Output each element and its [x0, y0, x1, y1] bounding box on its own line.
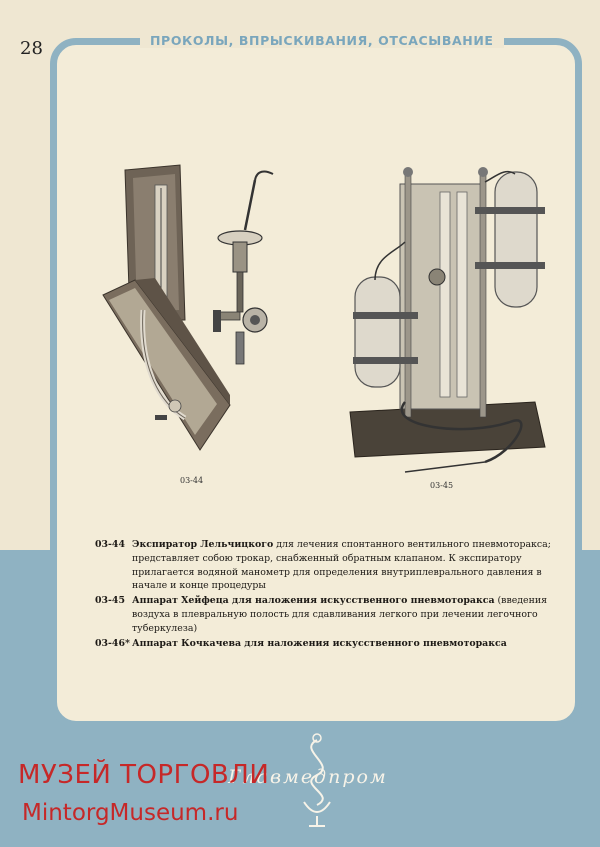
- entry-name: Экспиратор Лельчицкого: [132, 539, 274, 550]
- catalog-entry: [95, 637, 557, 651]
- caption-03-45: 03-45: [430, 481, 454, 490]
- entry-description: [132, 637, 557, 651]
- section-title: ПРОКОЛЫ, ВПРЫСКИВАНИЯ, ОТСАСЫВАНИЕ: [140, 33, 504, 48]
- catalog-entry: [95, 538, 557, 593]
- page-number: 28: [20, 38, 43, 59]
- entry-code: 03-46*: [95, 637, 130, 649]
- watermark-museum-name: МУЗЕЙ ТОРГОВЛИ: [18, 760, 270, 790]
- pneumothorax-apparatus-illustration: [345, 162, 550, 482]
- entry-description: [132, 594, 557, 635]
- expirator-illustration: [95, 160, 295, 470]
- entry-code: 03-45: [95, 595, 125, 607]
- caption-03-44: 03-44: [180, 476, 204, 485]
- entry-name: Аппарат Кочкачева для наложения искусственного пневмоторакса: [132, 637, 507, 649]
- entry-text: (введения воздуха в плевральную полость для сдавливания легкого при лечении легочного туберкулеза): [132, 595, 548, 634]
- figure-03-45: [345, 162, 550, 486]
- brand-name: Главмедпром: [228, 766, 388, 788]
- entry-text: для лечения спонтанного вентильного пневмоторакса; представляет собою трокар, снабженный обратным клапаном. К экспиратору прилагается водяной манометр для определения внутриплеврального давления в начале и конце процедуры: [132, 539, 551, 592]
- watermark-url: MintorgMuseum.ru: [22, 800, 239, 826]
- figure-03-44: [95, 160, 295, 474]
- entry-description: [132, 538, 557, 593]
- catalog-entries: [95, 538, 557, 651]
- catalog-entry: [95, 594, 557, 635]
- entry-code: 03-44: [95, 539, 125, 550]
- entry-name: Аппарат Хейфеца для наложения искусственного пневмоторакса: [132, 595, 495, 607]
